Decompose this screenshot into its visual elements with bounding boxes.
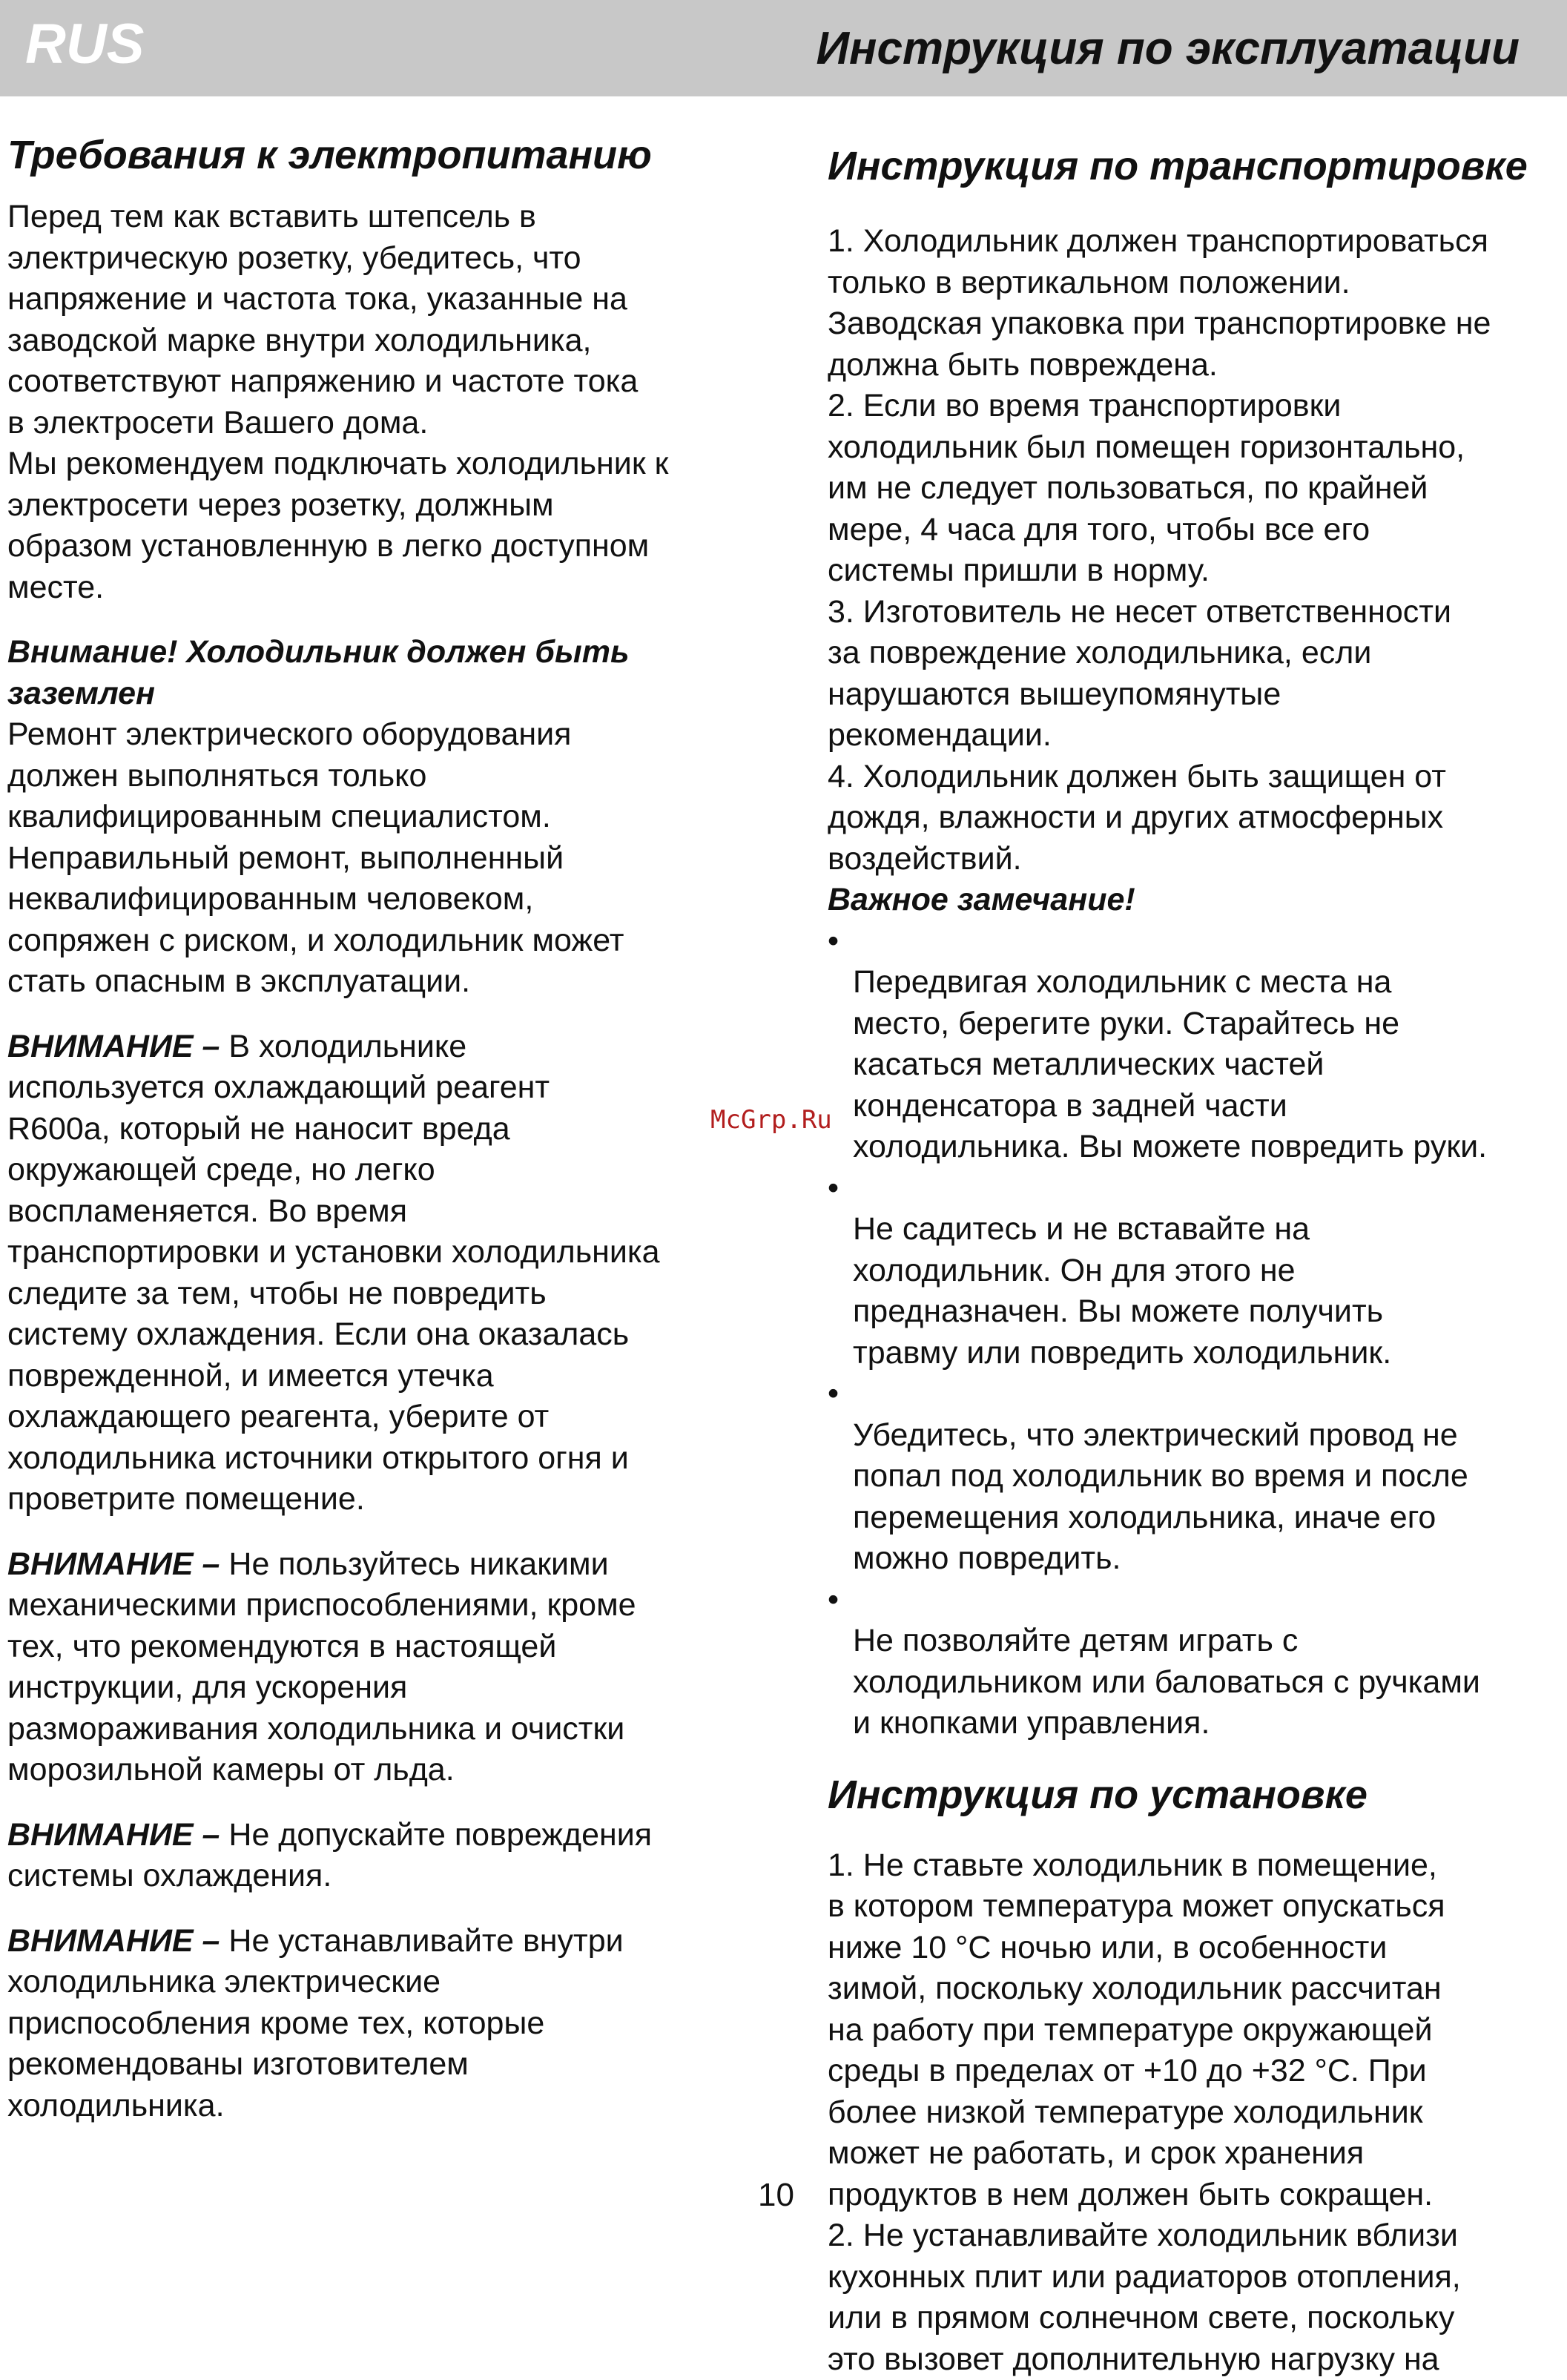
page-number: 10 <box>758 2177 794 2214</box>
bullet-icon: • <box>828 1580 839 1621</box>
list-item <box>828 1580 1562 1744</box>
warning-cooling-text: Не допускайте повреждения системы охлаждения. <box>7 1817 652 1894</box>
important-note-title: Важное замечание! <box>828 880 1562 921</box>
grounding-section <box>7 632 749 1003</box>
transport-heading: Инструкция по транспортировке <box>828 141 1562 191</box>
list-item <box>828 1168 1562 1374</box>
bullet-icon: • <box>828 921 839 963</box>
warning-refrigerant-text: В холодильнике используется охлаждающий реагент R600a, который не наносит вреда окружающей среде, но легко воспламеняется. Во время транспортировки и установки холодильника следите за тем, чтобы не повредить систему охлаждения. Если она оказалась поврежденной, и имеется утечка охлаждающего реагента, уберите от холодильника источники открытого огня и проветрите помещение. <box>7 1029 660 1517</box>
list-item <box>828 1374 1562 1580</box>
document-title: Инструкция по эксплуатации <box>816 22 1520 75</box>
page-header <box>0 0 1567 96</box>
installation-text: 1. Не ставьте холодильник в помещение, в котором температура может опускаться ниже 10 °C ночью или, в особенности зимой, поскольку холодильник рассчитан на работу при температуре окружающей среды в пределах от +10 до +32 °C. При более низкой температуре холодильник может не работать, и срок хранения продуктов в нем должен быть сокращен. 2. Не устанавливайте холодильник вблизи кухонных плит или радиаторов отопления, или в прямом солнечном свете, поскольку это вызовет дополнительную нагрузку на <box>828 1845 1562 2380</box>
list-item-text: Убедитесь, что электрический провод не попал под холодильник во время и после перемещения холодильника, иначе его можно повредить. <box>853 1417 1468 1577</box>
watermark: McGrp.Ru <box>710 1105 832 1135</box>
power-requirements-text: Перед тем как вставить штепсель в электрическую розетку, убедитесь, что напряжение и частота тока, указанные на заводской марке внутри холодильника, соответствуют напряжению и частоте тока в электросети Вашего дома. Мы рекомендуем подключать холодильник к электросети через розетку, должным образом установленную в легко доступном месте. <box>7 197 749 608</box>
warning-label: ВНИМАНИЕ – <box>7 1546 220 1582</box>
warning-label: ВНИМАНИЕ – <box>7 1029 220 1064</box>
left-column <box>7 130 749 2150</box>
list-item-text: Не садитесь и не вставайте на холодильник. Он для этого не предназначен. Вы можете получить травму или повредить холодильник. <box>853 1211 1391 1371</box>
grounding-warning-title: Внимание! Холодильник должен быть заземлен <box>7 632 749 714</box>
warning-label: ВНИМАНИЕ – <box>7 1817 220 1853</box>
warning-mechanical-devices <box>7 1544 749 1791</box>
warning-refrigerant <box>7 1026 749 1520</box>
list-item-text: Не позволяйте детям играть с холодильником или баловаться с ручками и кнопками управления. <box>853 1623 1480 1741</box>
warning-cooling-damage <box>7 1815 749 1897</box>
warning-mechanical-text: Не пользуйтесь никакими механическими приспособлениями, кроме тех, что рекомендуются в настоящей инструкции, для ускорения размораживания холодильника и очистки морозильной камеры от льда. <box>7 1546 636 1788</box>
list-item <box>828 921 1562 1168</box>
list-item-text: Передвигая холодильник с места на место, берегите руки. Старайтесь не касаться металлических частей конденсатора в задней части холодильника. Вы можете повредить руки. <box>853 964 1487 1164</box>
transport-text: 1. Холодильник должен транспортироваться только в вертикальном положении. Заводская упаковка при транспортировке не должна быть повреждена. 2. Если во время транспортировки холодильник был помещен горизонтально, им не следует пользоваться, по крайней мере, 4 часа для того, чтобы все его системы пришли в норму. 3. Изготовитель не несет ответственности за повреждение холодильника, если нарушаются вышеупомянутые рекомендации. 4. Холодильник должен быть защищен от дождя, влажности и других атмосферных воздействий. <box>828 221 1562 880</box>
bullet-icon: • <box>828 1168 839 1210</box>
warning-electrical-devices <box>7 1921 749 2127</box>
bullet-icon: • <box>828 1374 839 1415</box>
right-column <box>828 141 1562 2380</box>
language-label: RUS <box>25 12 144 76</box>
installation-heading: Инструкция по установке <box>828 1770 1562 1820</box>
warning-label: ВНИМАНИЕ – <box>7 1923 220 1959</box>
grounding-warning-text: Ремонт электрического оборудования должен выполняться только квалифицированным специалистом. Неправильный ремонт, выполненный неквалифицированным человеком, сопряжен с риском, и холодильник может стать опасным в эксплуатации. <box>7 714 749 1003</box>
power-requirements-heading: Требования к электропитанию <box>7 130 749 180</box>
warning-electrical-text: Не устанавливайте внутри холодильника электрические приспособления кроме тех, которые рекомендованы изготовителем холодильника. <box>7 1923 624 2123</box>
